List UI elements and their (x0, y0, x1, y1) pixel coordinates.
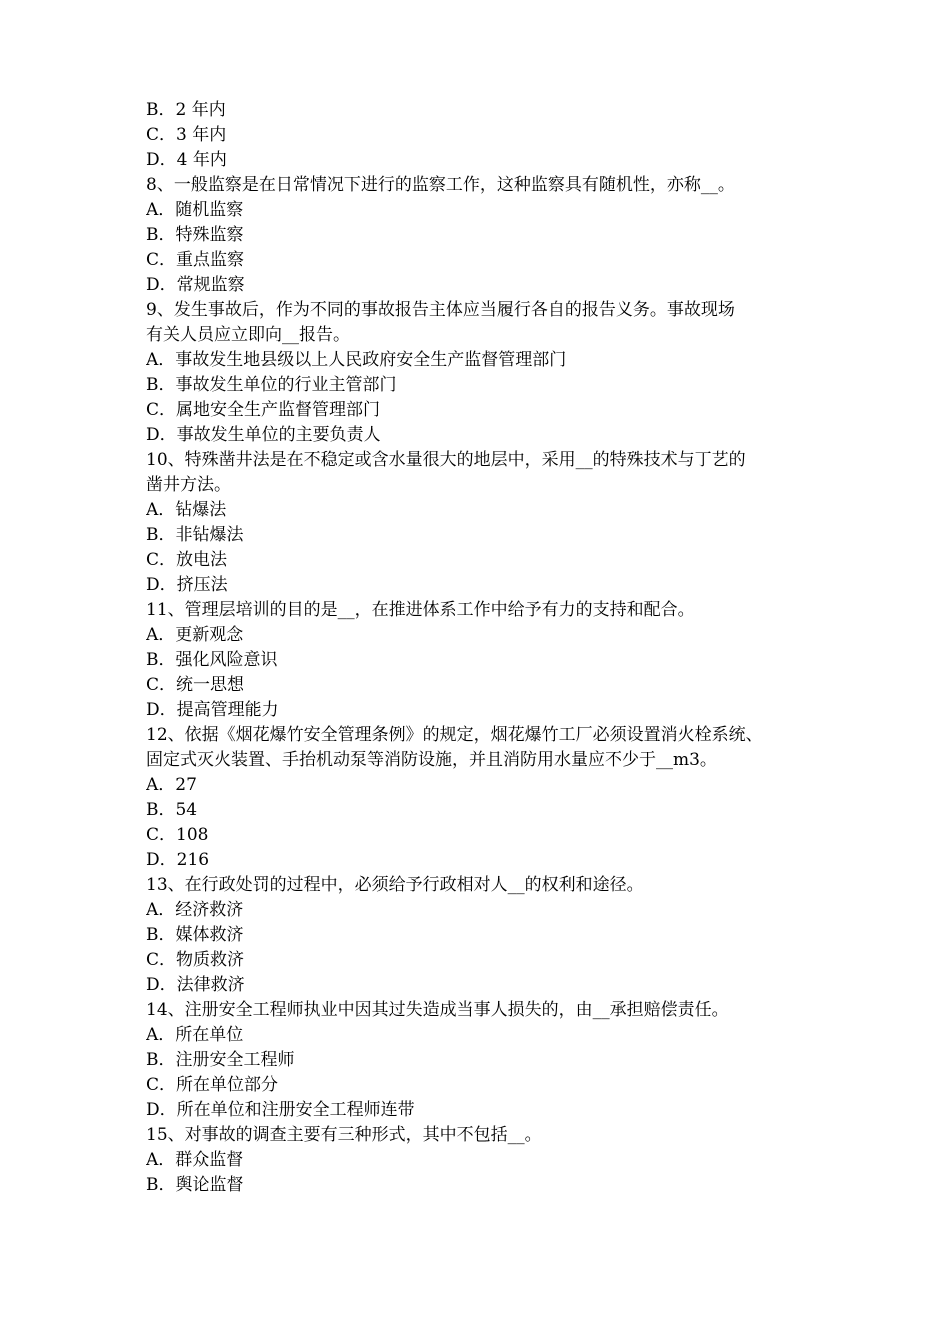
option-line: D．所在单位和注册安全工程师连带 (146, 1100, 415, 1120)
option-line: A．事故发生地县级以上人民政府安全生产监督管理部门 (146, 350, 567, 370)
option-line: D．挤压法 (146, 575, 228, 595)
option-line: A．所在单位 (146, 1025, 244, 1045)
option-line: B．事故发生单位的行业主管部门 (146, 375, 397, 395)
question-line: 9、发生事故后，作为不同的事故报告主体应当履行各自的报告义务。事故现场 (146, 300, 735, 320)
question-line: 13、在行政处罚的过程中，必须给予行政相对人__的权利和途径。 (146, 875, 644, 895)
question-line: 11、管理层培训的目的是__，在推进体系工作中给予有力的支持和配合。 (146, 600, 695, 620)
option-line: A．钻爆法 (146, 500, 227, 520)
question-line: 15、对事故的调查主要有三种形式，其中不包括__。 (146, 1125, 542, 1145)
question-line: 12、依据《烟花爆竹安全管理条例》的规定，烟花爆竹工厂必须设置消火栓系统、 (146, 725, 763, 745)
question-line: 10、特殊凿井法是在不稳定或含水量很大的地层中，采用__的特殊技术与丁艺的 (146, 450, 746, 470)
option-line: C．重点监察 (146, 250, 245, 270)
option-line: D．216 (146, 850, 210, 870)
option-line: C．放电法 (146, 550, 228, 570)
option-line: B．非钻爆法 (146, 525, 244, 545)
question-line: 14、注册安全工程师执业中因其过失造成当事人损失的，由__承担赔偿责任。 (146, 1000, 729, 1020)
question-line: 固定式灭火装置、手抬机动泵等消防设施，并且消防用水量应不少于__m3。 (146, 750, 717, 770)
option-line: C．属地安全生产监督管理部门 (146, 400, 381, 420)
document-page (146, 98, 816, 1198)
option-line: D．4 年内 (146, 150, 227, 170)
option-line: B．舆论监督 (146, 1175, 244, 1195)
option-line: A．随机监察 (146, 200, 244, 220)
option-line: B．注册安全工程师 (146, 1050, 295, 1070)
option-line: B．2 年内 (146, 100, 226, 120)
option-line: B．强化风险意识 (146, 650, 278, 670)
option-line: B．媒体救济 (146, 925, 244, 945)
option-line: A．更新观念 (146, 625, 244, 645)
option-line: C．统一思想 (146, 675, 245, 695)
option-line: D．常规监察 (146, 275, 245, 295)
option-line: B．特殊监察 (146, 225, 244, 245)
option-line: B．54 (146, 800, 198, 820)
option-line: A．经济救济 (146, 900, 244, 920)
question-line: 有关人员应立即向__报告。 (146, 325, 350, 345)
question-line: 8、一般监察是在日常情况下进行的监察工作，这种监察具有随机性，亦称__。 (146, 175, 735, 195)
option-line: A．群众监督 (146, 1150, 244, 1170)
option-line: C．所在单位部分 (146, 1075, 279, 1095)
option-line: A．27 (146, 775, 197, 795)
question-line: 凿井方法。 (146, 475, 231, 495)
option-line: D．提高管理能力 (146, 700, 279, 720)
option-line: C．物质救济 (146, 950, 245, 970)
option-line: C．108 (146, 825, 209, 845)
option-line: D．事故发生单位的主要负责人 (146, 425, 381, 445)
option-line: C．3 年内 (146, 125, 227, 145)
option-line: D．法律救济 (146, 975, 245, 995)
